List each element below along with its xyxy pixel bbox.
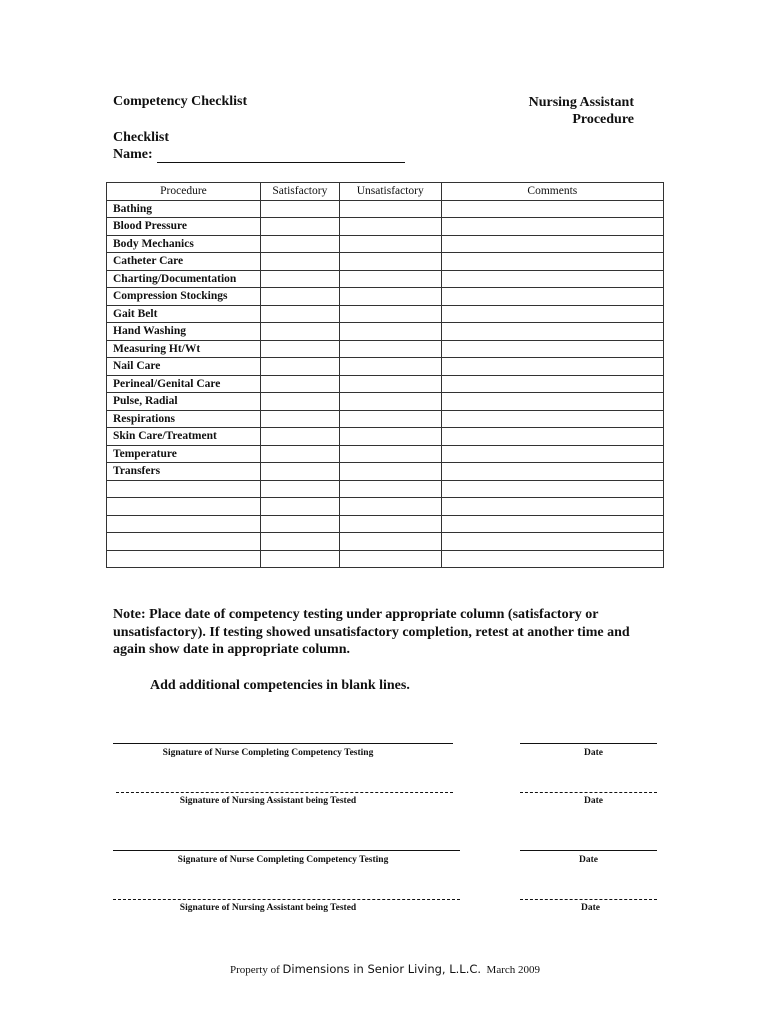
table-row [107,498,664,516]
satisfactory-cell[interactable] [260,480,339,498]
unsatisfactory-cell[interactable] [339,235,441,253]
subtitle-line-1: Nursing Assistant [528,95,634,110]
table-row [107,288,664,306]
satisfactory-cell[interactable] [260,288,339,306]
comments-cell[interactable] [441,253,663,271]
column-header-procedure: Procedure [107,183,261,201]
procedure-cell [107,498,261,516]
table-row [107,270,664,288]
competency-table [106,182,664,568]
table-row [107,445,664,463]
table-row [107,463,664,481]
satisfactory-cell[interactable] [260,463,339,481]
footer-date: March 2009 [486,964,541,976]
name-field[interactable] [157,148,405,163]
comments-cell[interactable] [441,480,663,498]
add-competencies-note: Add additional competencies in blank lines. [150,678,410,693]
unsatisfactory-cell[interactable] [339,480,441,498]
unsatisfactory-cell[interactable] [339,515,441,533]
table-row [107,480,664,498]
signature-caption-3: Signature of Nurse Completing Competency Testing [177,855,389,865]
satisfactory-cell[interactable] [260,515,339,533]
comments-cell[interactable] [441,463,663,481]
signature-line-3[interactable] [113,850,460,851]
table-row [107,375,664,393]
form-subtitle [480,94,634,128]
procedure-cell: Body Mechanics [107,235,261,253]
signature-line-4[interactable] [113,899,460,900]
comments-cell[interactable] [441,375,663,393]
satisfactory-cell[interactable] [260,218,339,236]
unsatisfactory-cell[interactable] [339,550,441,568]
procedure-cell: Gait Belt [107,305,261,323]
procedure-cell: Charting/Documentation [107,270,261,288]
table-row [107,340,664,358]
table-row [107,358,664,376]
comments-cell[interactable] [441,288,663,306]
table-row [107,323,664,341]
procedure-cell: Compression Stockings [107,288,261,306]
unsatisfactory-cell[interactable] [339,323,441,341]
satisfactory-cell[interactable] [260,375,339,393]
unsatisfactory-cell[interactable] [339,393,441,411]
table-row [107,515,664,533]
comments-cell[interactable] [441,340,663,358]
comments-cell[interactable] [441,515,663,533]
satisfactory-cell[interactable] [260,550,339,568]
unsatisfactory-cell[interactable] [339,375,441,393]
signature-caption-1: Signature of Nurse Completing Competency Testing [162,748,374,758]
comments-cell[interactable] [441,235,663,253]
procedure-cell: Hand Washing [107,323,261,341]
satisfactory-cell[interactable] [260,323,339,341]
unsatisfactory-cell[interactable] [339,270,441,288]
unsatisfactory-cell[interactable] [339,428,441,446]
procedure-cell: Bathing [107,200,261,218]
signature-caption-2: Signature of Nursing Assistant being Tested [179,796,357,806]
satisfactory-cell[interactable] [260,340,339,358]
unsatisfactory-cell[interactable] [339,200,441,218]
satisfactory-cell[interactable] [260,200,339,218]
unsatisfactory-cell[interactable] [339,218,441,236]
table-row [107,218,664,236]
unsatisfactory-cell[interactable] [339,498,441,516]
date-line-3[interactable] [520,850,657,851]
satisfactory-cell[interactable] [260,358,339,376]
comments-cell[interactable] [441,445,663,463]
procedure-cell: Skin Care/Treatment [107,428,261,446]
signature-line-1[interactable] [113,743,453,744]
satisfactory-cell[interactable] [260,270,339,288]
unsatisfactory-cell[interactable] [339,410,441,428]
unsatisfactory-cell[interactable] [339,340,441,358]
comments-cell[interactable] [441,218,663,236]
table-row [107,200,664,218]
table-row [107,235,664,253]
unsatisfactory-cell[interactable] [339,445,441,463]
note-text: Note: Place date of competency testing under appropriate column (satisfactory or unsatisfactory). If testing showed unsatisfactory completion, retest at another time and again show date in appropriate column. [113,607,630,657]
column-header-satisfactory: Satisfactory [260,183,339,201]
procedure-cell: Nail Care [107,358,261,376]
unsatisfactory-cell[interactable] [339,288,441,306]
table-row [107,410,664,428]
satisfactory-cell[interactable] [260,445,339,463]
comments-cell[interactable] [441,305,663,323]
comments-cell[interactable] [441,410,663,428]
satisfactory-cell[interactable] [260,305,339,323]
comments-cell[interactable] [441,533,663,551]
procedure-cell [107,515,261,533]
date-caption-4: Date [581,903,600,913]
table-row [107,533,664,551]
unsatisfactory-cell[interactable] [339,253,441,271]
satisfactory-cell[interactable] [260,235,339,253]
table-row [107,550,664,568]
comments-cell[interactable] [441,200,663,218]
comments-cell[interactable] [441,358,663,376]
table-row [107,393,664,411]
date-caption-1: Date [584,748,603,758]
form-title: Competency Checklist [113,94,248,109]
comments-cell[interactable] [441,498,663,516]
date-caption-3: Date [579,855,598,865]
table-row [107,305,664,323]
column-header-unsatisfactory: Unsatisfactory [339,183,441,201]
table-row [107,253,664,271]
procedure-cell [107,550,261,568]
satisfactory-cell[interactable] [260,428,339,446]
comments-cell[interactable] [441,393,663,411]
procedure-cell: Measuring Ht/Wt [107,340,261,358]
signature-caption-4: Signature of Nursing Assistant being Tested [179,903,357,913]
comments-cell[interactable] [441,270,663,288]
satisfactory-cell[interactable] [260,253,339,271]
procedure-cell: Pulse, Radial [107,393,261,411]
procedure-cell: Temperature [107,445,261,463]
satisfactory-cell[interactable] [260,393,339,411]
unsatisfactory-cell[interactable] [339,463,441,481]
procedure-cell: Transfers [107,463,261,481]
footer [0,962,770,976]
date-line-1[interactable] [520,743,657,744]
column-header-comments: Comments [441,183,663,201]
signature-line-2[interactable] [116,792,453,793]
footer-brand: Dimensions in Senior Living, L.L.C. [282,962,482,976]
procedure-cell [107,533,261,551]
comments-cell[interactable] [441,428,663,446]
procedure-cell: Catheter Care [107,253,261,271]
procedure-cell: Blood Pressure [107,218,261,236]
footer-prefix: Property of [229,964,280,976]
unsatisfactory-cell[interactable] [339,358,441,376]
checklist-label: Checklist [113,130,169,145]
satisfactory-cell[interactable] [260,533,339,551]
table-header-row [107,183,664,201]
unsatisfactory-cell[interactable] [339,305,441,323]
procedure-cell: Perineal/Genital Care [107,375,261,393]
procedure-cell: Respirations [107,410,261,428]
date-line-2[interactable] [520,792,657,793]
comments-cell[interactable] [441,323,663,341]
unsatisfactory-cell[interactable] [339,533,441,551]
procedure-cell [107,480,261,498]
name-label: Name: [113,147,153,162]
subtitle-line-2: Procedure [572,112,634,127]
date-line-4[interactable] [520,899,657,900]
comments-cell[interactable] [441,550,663,568]
satisfactory-cell[interactable] [260,498,339,516]
table-row [107,428,664,446]
name-row [113,147,405,163]
satisfactory-cell[interactable] [260,410,339,428]
date-caption-2: Date [584,796,603,806]
